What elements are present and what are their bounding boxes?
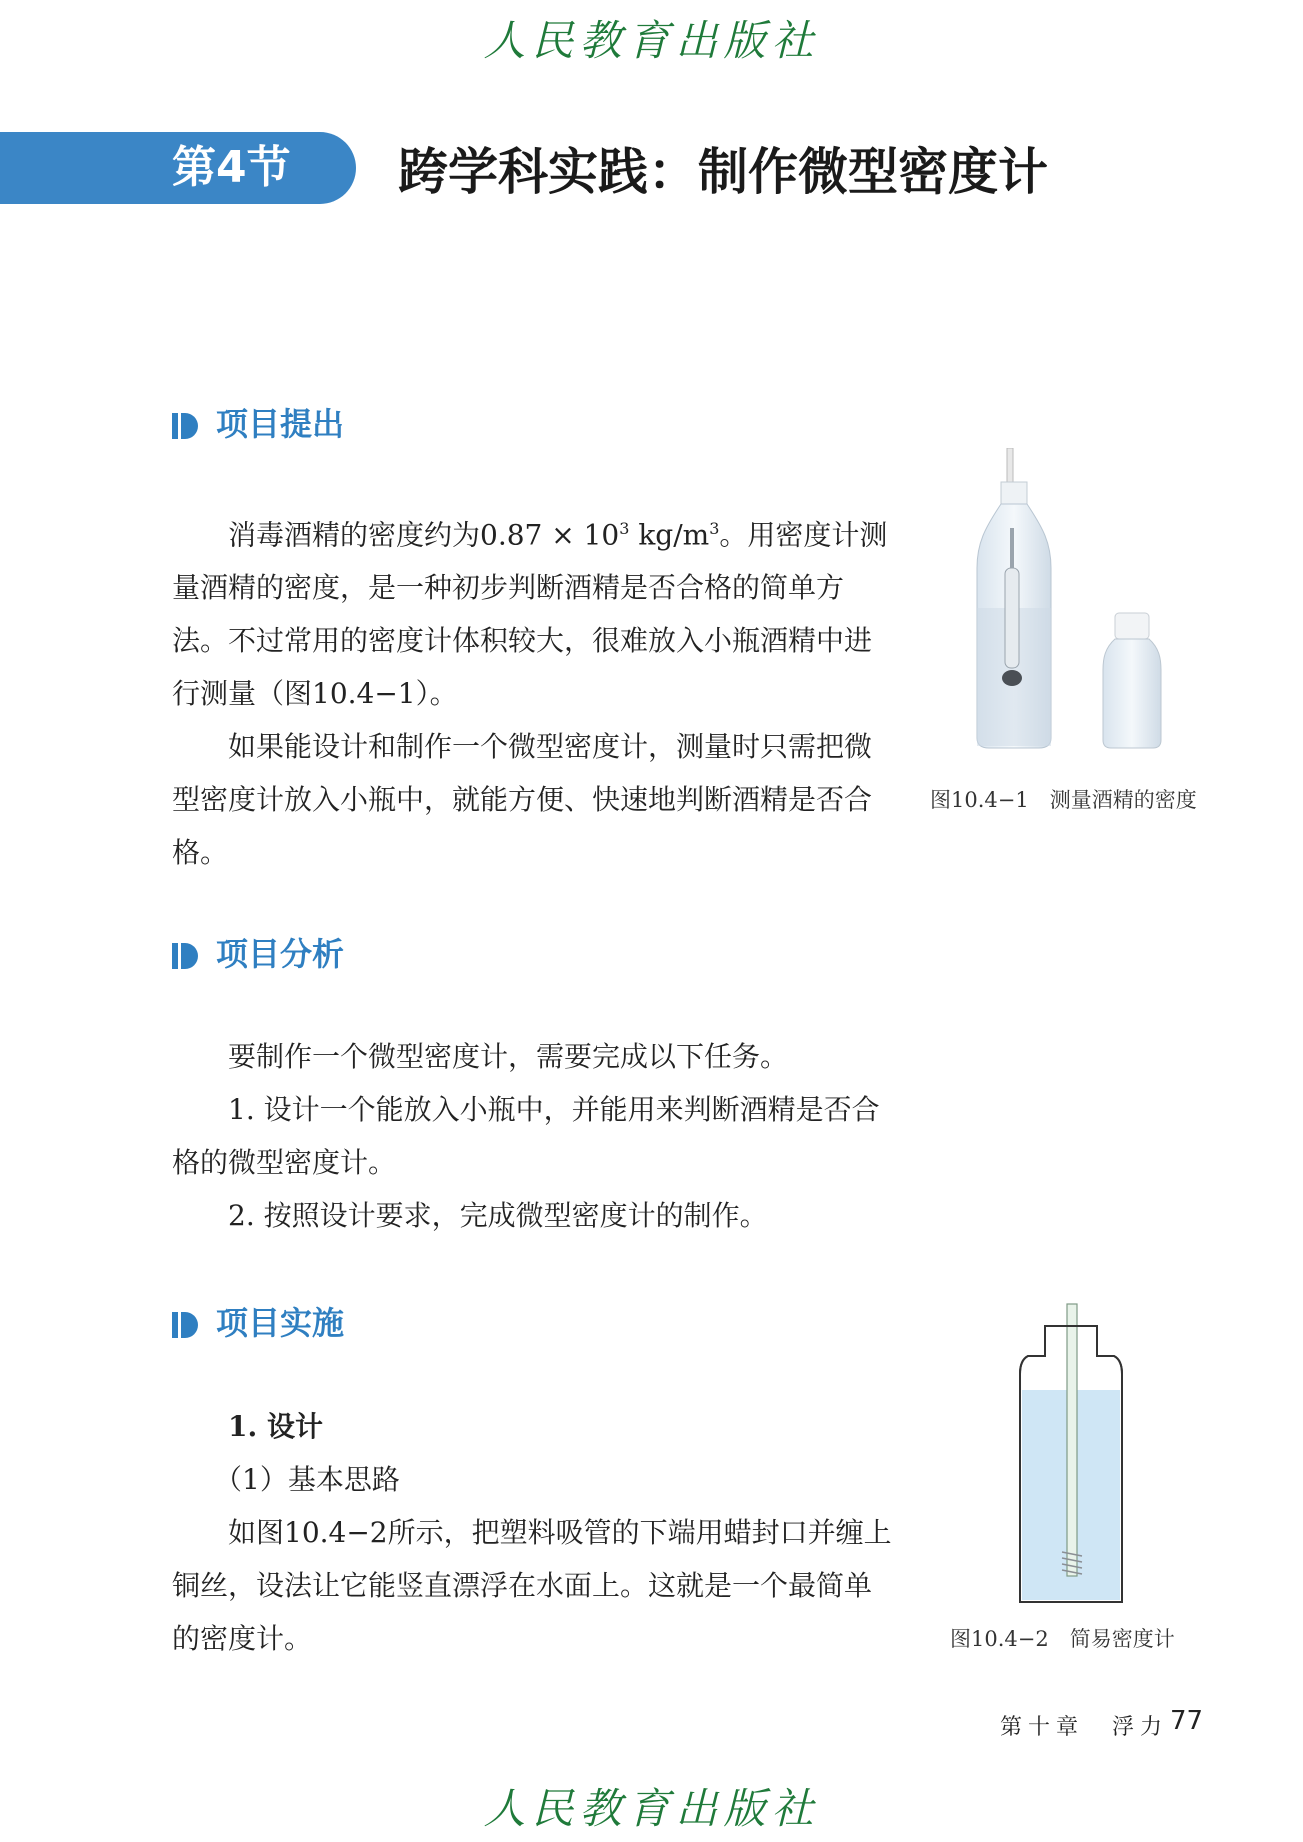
page-number: 77 xyxy=(1170,1706,1204,1736)
paragraph-simple-hydrometer: 如图10.4−2所示，把塑料吸管的下端用蜡封口并缠上铜丝，设法让它能竖直漂浮在水面上。这就是一个最简单的密度计。 xyxy=(172,1516,892,1655)
heading-label: 项目实施 xyxy=(216,1304,345,1342)
heading-project-proposal xyxy=(172,404,344,444)
chapter-label: 第十章 浮力 xyxy=(1000,1715,1169,1740)
heading-project-implementation xyxy=(172,1303,344,1343)
figure-bottles-image xyxy=(965,448,1205,758)
figure-simple-hydrometer-diagram xyxy=(1010,1300,1140,1610)
paragraph-micro-hydrometer: 如果能设计和制作一个微型密度计，测量时只需把微型密度计放入小瓶中，就能方便、快速地判断酒精是否合格。 xyxy=(172,730,873,870)
subheading-design: 1. 设计 xyxy=(228,1410,323,1443)
body-text-implementation xyxy=(172,1400,897,1665)
analysis-intro: 要制作一个微型密度计，需要完成以下任务。 xyxy=(228,1040,789,1073)
section-title: 跨学科实践：制作微型密度计 xyxy=(398,143,1048,201)
figure2-caption: 图10.4−2 简易密度计 xyxy=(950,1627,1175,1651)
section-number-badge: 第4节 xyxy=(0,132,356,204)
heading-label: 项目提出 xyxy=(216,405,345,443)
publisher-watermark-top: 人民教育出版社 xyxy=(483,16,820,65)
body-text-intro xyxy=(172,502,897,879)
subheading-basic-idea: （1）基本思路 xyxy=(214,1463,400,1496)
paragraph-alcohol-density: 消毒酒精的密度约为$0.87 \times 10^3$ $kg/m^3$。用密度计测量酒精的密度，是一种初步判断酒精是否合格的简单方法。不过常用的密度计体积较大，很难放入小瓶酒精中进行测量（图10.4−1）。 xyxy=(172,518,888,711)
body-text-analysis xyxy=(172,1030,897,1242)
heading-marker-icon xyxy=(172,943,198,969)
publisher-watermark-bottom: 人民教育出版社 xyxy=(483,1784,820,1833)
heading-project-analysis xyxy=(172,934,344,974)
figure1-caption: 图10.4−1 测量酒精的密度 xyxy=(930,788,1197,812)
analysis-task-2: 2. 按照设计要求，完成微型密度计的制作。 xyxy=(228,1199,768,1232)
heading-marker-icon xyxy=(172,1312,198,1338)
analysis-task-1: 1. 设计一个能放入小瓶中，并能用来判断酒精是否合格的微型密度计。 xyxy=(172,1093,880,1179)
heading-marker-icon xyxy=(172,413,198,439)
heading-label: 项目分析 xyxy=(216,935,345,973)
